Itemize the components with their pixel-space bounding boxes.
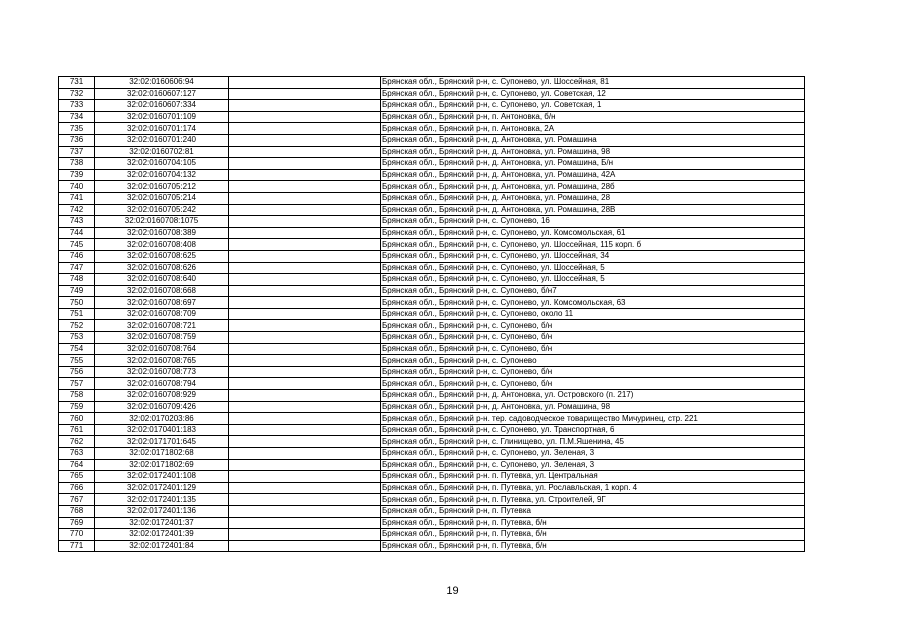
address-cell: Брянская обл., Брянский р-н, п. Путевка, б/н (381, 529, 805, 541)
empty-cell (229, 192, 381, 204)
cadastral-number-cell: 32:02:0160708:640 (95, 274, 229, 286)
address-cell: Брянская обл., Брянский р-н, с. Супонево, б/н (381, 366, 805, 378)
cadastral-number-cell: 32:02:0160705:242 (95, 204, 229, 216)
address-cell: Брянская обл., Брянский р-н. п. Путевка, ул. Центральная (381, 471, 805, 483)
cadastral-number-cell: 32:02:0160708:759 (95, 332, 229, 344)
address-cell: Брянская обл., Брянский р-н, д. Антоновка, ул. Ромашина, 98 (381, 146, 805, 158)
row-number-cell: 767 (59, 494, 95, 506)
address-cell: Брянская обл., Брянский р-н, с. Супонево, ул. Шоссейная, 5 (381, 274, 805, 286)
row-number-cell: 756 (59, 366, 95, 378)
table-row (59, 216, 805, 228)
address-cell: Брянская обл., Брянский р-н, п. Путевка, б/н (381, 517, 805, 529)
row-number-cell: 746 (59, 250, 95, 262)
empty-cell (229, 320, 381, 332)
empty-cell (229, 274, 381, 286)
address-cell: Брянская обл., Брянский р-н, с. Супонево, ул. Шоссейная, 115 корп. б (381, 239, 805, 251)
cadastral-number-cell: 32:02:0172401:37 (95, 517, 229, 529)
row-number-cell: 754 (59, 343, 95, 355)
row-number-cell: 733 (59, 100, 95, 112)
cadastral-number-cell: 32:02:0160708:408 (95, 239, 229, 251)
cadastral-number-cell: 32:02:0172401:39 (95, 529, 229, 541)
empty-cell (229, 401, 381, 413)
cadastral-number-cell: 32:02:0171802:68 (95, 448, 229, 460)
address-cell: Брянская обл., Брянский р-н, с. Супонево, б/н (381, 332, 805, 344)
cadastral-number-cell: 32:02:0160708:389 (95, 227, 229, 239)
empty-cell (229, 100, 381, 112)
empty-cell (229, 216, 381, 228)
address-cell: Брянская обл., Брянский р-н, с. Супонево, ул. Шоссейная, 5 (381, 262, 805, 274)
empty-cell (229, 332, 381, 344)
address-cell: Брянская обл., Брянский р-н, д. Антоновка, ул. Островского (п. 217) (381, 390, 805, 402)
cadastral-number-cell: 32:02:0171802:69 (95, 459, 229, 471)
row-number-cell: 761 (59, 424, 95, 436)
empty-cell (229, 88, 381, 100)
row-number-cell: 764 (59, 459, 95, 471)
row-number-cell: 763 (59, 448, 95, 460)
row-number-cell: 732 (59, 88, 95, 100)
table-row (59, 471, 805, 483)
cadastral-number-cell: 32:02:0160708:721 (95, 320, 229, 332)
empty-cell (229, 540, 381, 552)
empty-cell (229, 169, 381, 181)
address-cell: Брянская обл., Брянский р-н, с. Супонево, б/н7 (381, 285, 805, 297)
row-number-cell: 737 (59, 146, 95, 158)
table-row (59, 134, 805, 146)
address-cell: Брянская обл., Брянский р-н, д. Антоновка, ул. Ромашина, 42А (381, 169, 805, 181)
empty-cell (229, 505, 381, 517)
address-cell: Брянская обл., Брянский р-н, п. Антоновка, б/н (381, 111, 805, 123)
row-number-cell: 735 (59, 123, 95, 135)
table-row (59, 77, 805, 89)
empty-cell (229, 204, 381, 216)
row-number-cell: 741 (59, 192, 95, 204)
cadastral-number-cell: 32:02:0160704:105 (95, 158, 229, 170)
empty-cell (229, 134, 381, 146)
address-cell: Брянская обл., Брянский р-н, с. Супонево, ул. Зеленая, 3 (381, 459, 805, 471)
cadastral-number-cell: 32:02:0160708:668 (95, 285, 229, 297)
row-number-cell: 739 (59, 169, 95, 181)
address-cell: Брянская обл., Брянский р-н, с. Супонево, б/н (381, 320, 805, 332)
row-number-cell: 742 (59, 204, 95, 216)
table-row (59, 297, 805, 309)
empty-cell (229, 413, 381, 425)
address-cell: Брянская обл., Брянский р-н, с. Супонево, ул. Комсомольская, 63 (381, 297, 805, 309)
cadastral-number-cell: 32:02:0160701:174 (95, 123, 229, 135)
empty-cell (229, 424, 381, 436)
table-row (59, 250, 805, 262)
cadastral-number-cell: 32:02:0171701:645 (95, 436, 229, 448)
row-number-cell: 736 (59, 134, 95, 146)
cadastral-number-cell: 32:02:0160708:626 (95, 262, 229, 274)
table-row (59, 204, 805, 216)
table-row (59, 181, 805, 193)
table-row (59, 320, 805, 332)
row-number-cell: 766 (59, 482, 95, 494)
address-cell: Брянская обл., Брянский р-н, д. Антоновка, ул. Ромашина, 28В (381, 204, 805, 216)
row-number-cell: 740 (59, 181, 95, 193)
address-cell: Брянская обл., Брянский р-н, с. Супонево, б/н (381, 343, 805, 355)
page-number: 19 (446, 585, 459, 597)
address-cell: Брянская обл., Брянский р-н, с. Супонево, ул. Комсомольская, 61 (381, 227, 805, 239)
row-number-cell: 734 (59, 111, 95, 123)
cadastral-number-cell: 32:02:0160606:94 (95, 77, 229, 89)
empty-cell (229, 459, 381, 471)
row-number-cell: 759 (59, 401, 95, 413)
empty-cell (229, 448, 381, 460)
cadastral-number-cell: 32:02:0160708:625 (95, 250, 229, 262)
empty-cell (229, 239, 381, 251)
table-row (59, 401, 805, 413)
cadastral-number-cell: 32:02:0160705:214 (95, 192, 229, 204)
cadastral-number-cell: 32:02:0160708:929 (95, 390, 229, 402)
row-number-cell: 738 (59, 158, 95, 170)
cadastral-number-cell: 32:02:0170401:183 (95, 424, 229, 436)
table-row (59, 88, 805, 100)
cadastral-number-cell: 32:02:0160708:1075 (95, 216, 229, 228)
cadastral-number-cell: 32:02:0160708:709 (95, 308, 229, 320)
empty-cell (229, 390, 381, 402)
table-row (59, 169, 805, 181)
empty-cell (229, 158, 381, 170)
table-row (59, 100, 805, 112)
address-cell: Брянская обл., Брянский р-н, с. Супонево, ул. Шоссейная, 81 (381, 77, 805, 89)
address-cell: Брянская обл., Брянский р-н. тер. садоводческое товарищество Мичуринец, стр. 221 (381, 413, 805, 425)
address-cell: Брянская обл., Брянский р-н, с. Супонево, ул. Транспортная, 6 (381, 424, 805, 436)
address-cell: Брянская обл., Брянский р-н, с. Супонево, около 11 (381, 308, 805, 320)
empty-cell (229, 366, 381, 378)
address-cell: Брянская обл., Брянский р-н, с. Супонево (381, 355, 805, 367)
address-cell: Брянская обл., Брянский р-н, с. Супонево, б/н (381, 378, 805, 390)
table-row (59, 308, 805, 320)
table-row (59, 262, 805, 274)
registry-table-body (59, 77, 805, 552)
empty-cell (229, 227, 381, 239)
address-cell: Брянская обл., Брянский р-н, п. Путевка, ул. Рославльская, 1 корп. 4 (381, 482, 805, 494)
row-number-cell: 749 (59, 285, 95, 297)
empty-cell (229, 482, 381, 494)
table-row (59, 436, 805, 448)
address-cell: Брянская обл., Брянский р-н, п. Путевка, б/н (381, 540, 805, 552)
cadastral-number-cell: 32:02:0160708:794 (95, 378, 229, 390)
cadastral-number-cell: 32:02:0170203:86 (95, 413, 229, 425)
row-number-cell: 747 (59, 262, 95, 274)
table-row (59, 343, 805, 355)
table-row (59, 146, 805, 158)
table-row (59, 459, 805, 471)
table-row (59, 227, 805, 239)
row-number-cell: 748 (59, 274, 95, 286)
empty-cell (229, 111, 381, 123)
empty-cell (229, 181, 381, 193)
address-cell: Брянская обл., Брянский р-н, с. Глинищево, ул. П.М.Яшенина, 45 (381, 436, 805, 448)
table-row (59, 390, 805, 402)
address-cell: Брянская обл., Брянский р-н, п. Антоновка, 2А (381, 123, 805, 135)
row-number-cell: 760 (59, 413, 95, 425)
address-cell: Брянская обл., Брянский р-н, д. Антоновка, ул. Ромашина, 98 (381, 401, 805, 413)
empty-cell (229, 343, 381, 355)
cadastral-number-cell: 32:02:0172401:136 (95, 505, 229, 517)
empty-cell (229, 355, 381, 367)
cadastral-number-cell: 32:02:0160708:765 (95, 355, 229, 367)
cadastral-number-cell: 32:02:0172401:135 (95, 494, 229, 506)
empty-cell (229, 146, 381, 158)
cadastral-number-cell: 32:02:0172401:84 (95, 540, 229, 552)
empty-cell (229, 250, 381, 262)
table-row (59, 424, 805, 436)
row-number-cell: 743 (59, 216, 95, 228)
empty-cell (229, 378, 381, 390)
row-number-cell: 757 (59, 378, 95, 390)
empty-cell (229, 77, 381, 89)
table-row (59, 494, 805, 506)
cadastral-number-cell: 32:02:0160702:81 (95, 146, 229, 158)
table-row (59, 158, 805, 170)
empty-cell (229, 517, 381, 529)
row-number-cell: 765 (59, 471, 95, 483)
row-number-cell: 769 (59, 517, 95, 529)
cadastral-number-cell: 32:02:0160705:212 (95, 181, 229, 193)
row-number-cell: 751 (59, 308, 95, 320)
empty-cell (229, 262, 381, 274)
table-row (59, 378, 805, 390)
table-row (59, 366, 805, 378)
address-cell: Брянская обл., Брянский р-н, с. Супонево, ул. Советская, 12 (381, 88, 805, 100)
cadastral-number-cell: 32:02:0160708:773 (95, 366, 229, 378)
row-number-cell: 744 (59, 227, 95, 239)
address-cell: Брянская обл., Брянский р-н, с. Супонево, ул. Шоссейная, 34 (381, 250, 805, 262)
table-row (59, 540, 805, 552)
row-number-cell: 768 (59, 505, 95, 517)
cadastral-number-cell: 32:02:0160701:109 (95, 111, 229, 123)
row-number-cell: 770 (59, 529, 95, 541)
table-row (59, 332, 805, 344)
row-number-cell: 753 (59, 332, 95, 344)
address-cell: Брянская обл., Брянский р-н, п. Путевка (381, 505, 805, 517)
table-row (59, 285, 805, 297)
table-row (59, 517, 805, 529)
cadastral-number-cell: 32:02:0172401:108 (95, 471, 229, 483)
row-number-cell: 758 (59, 390, 95, 402)
empty-cell (229, 471, 381, 483)
empty-cell (229, 436, 381, 448)
address-cell: Брянская обл., Брянский р-н, д. Антоновка, ул. Ромашина, 28 (381, 192, 805, 204)
address-cell: Брянская обл., Брянский р-н, д. Антоновка, ул. Ромашина, Б/н (381, 158, 805, 170)
row-number-cell: 755 (59, 355, 95, 367)
table-row (59, 482, 805, 494)
table-row (59, 448, 805, 460)
cadastral-number-cell: 32:02:0160701:240 (95, 134, 229, 146)
row-number-cell: 731 (59, 77, 95, 89)
table-row (59, 274, 805, 286)
cadastral-number-cell: 32:02:0160607:127 (95, 88, 229, 100)
cadastral-number-cell: 32:02:0160704:132 (95, 169, 229, 181)
address-cell: Брянская обл., Брянский р-н, с. Супонево, ул. Советская, 1 (381, 100, 805, 112)
address-cell: Брянская обл., Брянский р-н, п. Путевка, ул. Строителей, 9Г (381, 494, 805, 506)
cadastral-number-cell: 32:02:0160607:334 (95, 100, 229, 112)
cadastral-number-cell: 32:02:0160708:697 (95, 297, 229, 309)
row-number-cell: 752 (59, 320, 95, 332)
empty-cell (229, 297, 381, 309)
row-number-cell: 750 (59, 297, 95, 309)
cadastral-number-cell: 32:02:0160709:426 (95, 401, 229, 413)
table-row (59, 111, 805, 123)
row-number-cell: 771 (59, 540, 95, 552)
registry-table (58, 76, 805, 552)
table-row (59, 413, 805, 425)
table-row (59, 192, 805, 204)
empty-cell (229, 123, 381, 135)
address-cell: Брянская обл., Брянский р-н, д. Антоновка, ул. Ромашина, 28б (381, 181, 805, 193)
address-cell: Брянская обл., Брянский р-н, д. Антоновка, ул. Ромашина (381, 134, 805, 146)
empty-cell (229, 308, 381, 320)
empty-cell (229, 285, 381, 297)
table-row (59, 123, 805, 135)
table-row (59, 505, 805, 517)
table-row (59, 529, 805, 541)
table-row (59, 355, 805, 367)
empty-cell (229, 529, 381, 541)
row-number-cell: 745 (59, 239, 95, 251)
table-row (59, 239, 805, 251)
empty-cell (229, 494, 381, 506)
cadastral-number-cell: 32:02:0160708:764 (95, 343, 229, 355)
address-cell: Брянская обл., Брянский р-н, с. Супонево, 16 (381, 216, 805, 228)
row-number-cell: 762 (59, 436, 95, 448)
cadastral-number-cell: 32:02:0172401:129 (95, 482, 229, 494)
address-cell: Брянская обл., Брянский р-н, с. Супонево, ул. Зеленая, 3 (381, 448, 805, 460)
